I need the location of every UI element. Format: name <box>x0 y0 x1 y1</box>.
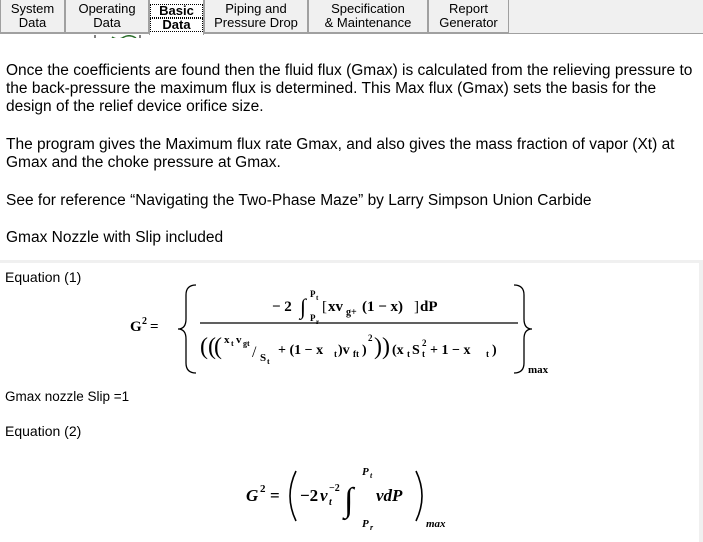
svg-text:+ 1 − x: + 1 − x <box>430 343 471 358</box>
svg-text:t: t <box>334 349 337 359</box>
eq1-subscript-max: max <box>528 364 549 376</box>
svg-text:): ) <box>492 343 497 358</box>
paragraph-reference: See for reference “Navigating the Two-Phase Maze” by Larry Simpson Union Carbide <box>6 192 592 209</box>
svg-text:t: t <box>231 339 234 348</box>
tab-label-line1: Specification <box>331 1 405 16</box>
svg-text:=: = <box>150 319 159 335</box>
svg-text:((: (( <box>200 334 216 360</box>
svg-text:x: x <box>224 334 230 346</box>
svg-text:ft: ft <box>353 349 359 359</box>
svg-text:dP: dP <box>420 299 438 315</box>
svg-text:)v: )v <box>338 343 350 358</box>
svg-text:G: G <box>130 319 142 335</box>
svg-text:]: ] <box>414 299 419 315</box>
svg-text:2: 2 <box>260 483 266 495</box>
tab-label-line1: Operating <box>78 1 136 16</box>
svg-text:2: 2 <box>142 316 147 327</box>
svg-text:v: v <box>320 486 328 505</box>
equation-1 <box>130 279 560 379</box>
svg-text:− 2: − 2 <box>272 299 292 315</box>
svg-text:(: ( <box>214 334 222 360</box>
svg-text:): ) <box>362 343 367 358</box>
svg-text:P: P <box>310 313 316 323</box>
paragraph-program-output: The program gives the Maximum flux rate Gmax, and also gives the mass fraction of vapor (Xt) at Gmax and the choke pressure at Gmax. <box>6 136 675 171</box>
svg-text:P: P <box>310 289 316 299</box>
equation-1-label: Equation (1) <box>5 269 82 285</box>
svg-text:P: P <box>362 518 369 530</box>
svg-text:xv: xv <box>328 299 343 315</box>
svg-text:g+: g+ <box>346 307 357 318</box>
equation-panel <box>0 260 703 542</box>
cropped-equation-fragment <box>92 34 152 38</box>
svg-text:t: t <box>422 349 425 359</box>
svg-text:S: S <box>260 352 267 364</box>
tab-label-line2: & Maintenance <box>324 15 412 30</box>
tab-report-generator[interactable] <box>428 0 509 33</box>
tab-system-data[interactable] <box>0 0 65 33</box>
svg-text:=: = <box>270 486 280 505</box>
svg-text:2: 2 <box>422 338 427 348</box>
equation-2-label: Equation (2) <box>5 423 82 439</box>
svg-text:v: v <box>236 334 242 346</box>
paragraph-gmax-slip: Gmax Nozzle with Slip included <box>6 229 224 246</box>
tab-label-line2: Data <box>150 18 203 32</box>
eq2-subscript-max: max <box>426 518 446 530</box>
svg-text:−2: −2 <box>300 486 319 505</box>
tab-piping-pressure-drop[interactable] <box>204 0 308 33</box>
svg-text:t: t <box>486 349 489 359</box>
tab-label-line1: Piping and <box>225 1 287 16</box>
svg-text:t: t <box>370 471 373 480</box>
tab-label-line1: System <box>10 1 55 16</box>
svg-text:t: t <box>267 357 270 366</box>
tab-bar <box>0 0 703 34</box>
svg-text:∫: ∫ <box>300 294 307 319</box>
svg-text:t: t <box>407 349 410 359</box>
tab-label-line2: Data <box>18 15 47 30</box>
tab-specification-maintenance[interactable] <box>308 0 428 33</box>
svg-text:)): )) <box>374 334 390 360</box>
svg-text:S: S <box>412 343 420 358</box>
svg-text:t: t <box>316 294 319 302</box>
tab-label-line2: Data <box>93 15 121 30</box>
equation-1-note: Gmax nozzle Slip =1 <box>5 389 130 404</box>
svg-text:r: r <box>370 523 374 532</box>
equation-2 <box>240 461 470 533</box>
tab-operating-data[interactable] <box>65 0 149 33</box>
tab-label-line1: Basic <box>150 4 203 18</box>
svg-text:−2: −2 <box>329 483 340 494</box>
svg-text:(1 − x): (1 − x) <box>362 299 404 315</box>
basic-data-panel <box>0 34 703 542</box>
svg-text:vdP: vdP <box>376 486 403 505</box>
tab-label-line1: Report <box>448 1 489 16</box>
svg-text:gt: gt <box>243 339 250 348</box>
svg-text:+ (1 − x: + (1 − x <box>278 343 324 358</box>
svg-text:r: r <box>316 318 320 326</box>
tab-basic-data[interactable] <box>149 0 204 35</box>
svg-text:G: G <box>246 486 259 505</box>
tab-label-line2: Pressure Drop <box>214 15 298 30</box>
svg-text:/: / <box>252 344 257 361</box>
paragraph-gmax-calculation: Once the coefficients are found then the fluid flux (Gmax) is calculated from the relieving pressure to the back-pressure the maximum flux is determined. This Max flux (Gmax) sets the basis for the design of the relief device orifice size. <box>6 62 693 115</box>
panel-right-edge <box>699 260 703 542</box>
svg-text:[: [ <box>322 299 327 315</box>
svg-text:2: 2 <box>368 333 373 343</box>
svg-text:P: P <box>362 466 369 478</box>
svg-text:(x: (x <box>392 343 404 358</box>
svg-text:t: t <box>329 497 332 508</box>
tab-label-line2: Generator <box>439 15 498 30</box>
svg-text:∫: ∫ <box>344 482 354 519</box>
